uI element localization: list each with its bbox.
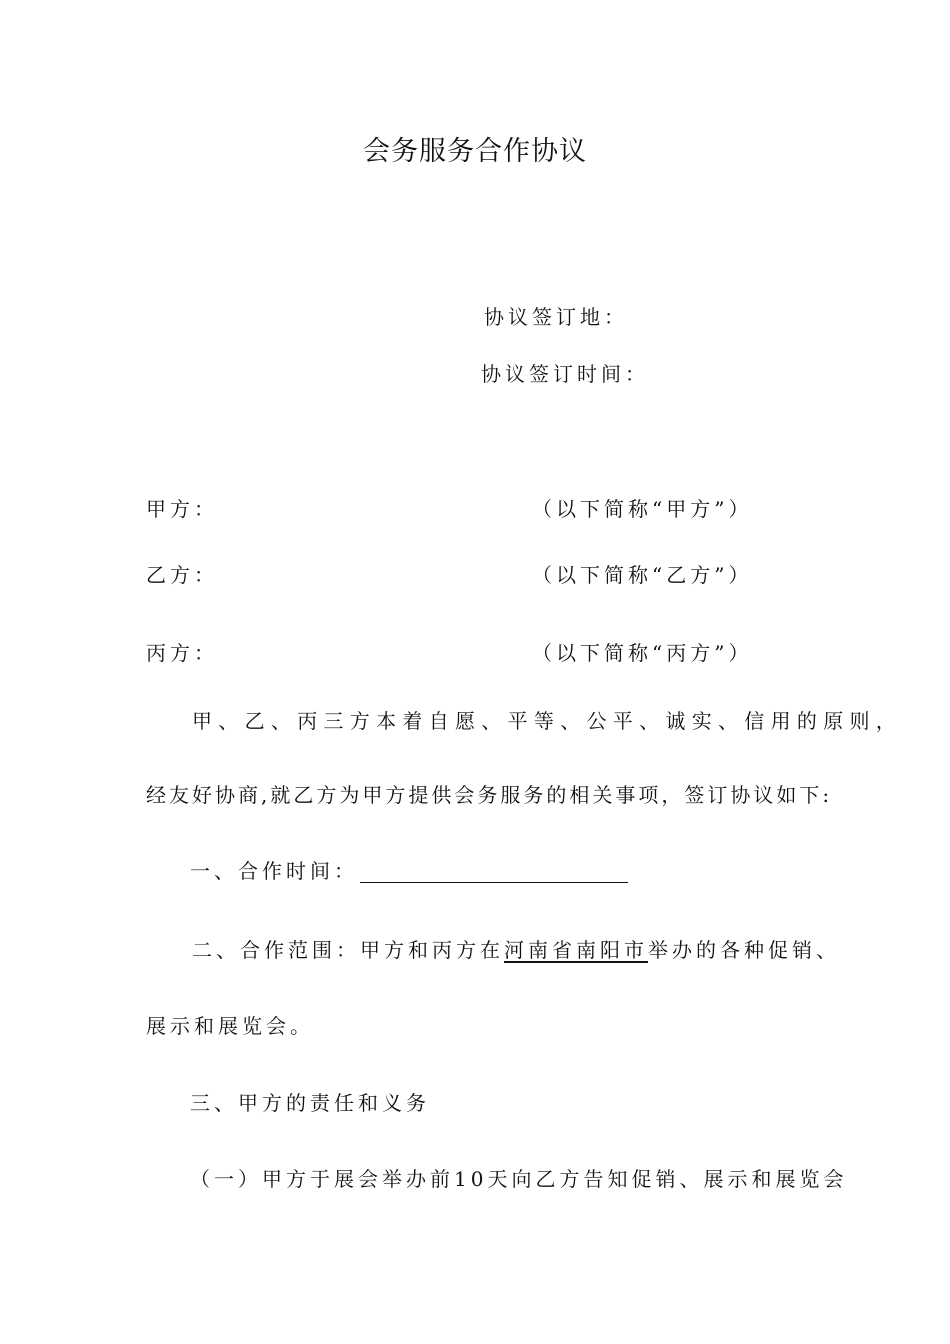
- section-2-prefix: 二、合作范围：甲方和丙方在: [192, 938, 504, 962]
- party-c-label: 丙方：: [146, 641, 218, 665]
- party-c-alias: （以下简称“丙方”）: [532, 641, 753, 665]
- section-2-line-1: [192, 938, 840, 962]
- intro-line-1: 甲、乙、丙三方本着自愿、平等、公平、诚实、信用的原则，: [192, 709, 903, 733]
- document-title: 会务服务合作协议: [363, 136, 587, 167]
- cooperation-time-blank: [360, 862, 628, 883]
- party-a-label: 甲方：: [146, 497, 218, 521]
- section-3-heading: 三、甲方的责任和义务: [190, 1091, 430, 1115]
- section-2-line-2: 展示和展览会。: [146, 1014, 314, 1038]
- sign-time-label: 协议签订时间：: [481, 362, 649, 386]
- party-b-label: 乙方：: [146, 563, 218, 587]
- section-1: [190, 859, 628, 883]
- section-3-item-1: （一）甲方于展会举办前10天向乙方告知促销、展示和展览会: [190, 1167, 848, 1191]
- party-b-alias: （以下简称“乙方”）: [532, 563, 753, 587]
- intro-line-2: 经友好协商,就乙方为甲方提供会务服务的相关事项，签订协议如下:: [146, 783, 833, 807]
- section-2-suffix: 举办的各种促销、: [648, 938, 840, 962]
- sign-place-label: 协议签订地：: [484, 305, 628, 329]
- section-2-place: 河南省南阳市: [504, 938, 648, 962]
- party-a-alias: （以下简称“甲方”）: [532, 497, 753, 521]
- section-1-label: 一、合作时间：: [190, 859, 358, 883]
